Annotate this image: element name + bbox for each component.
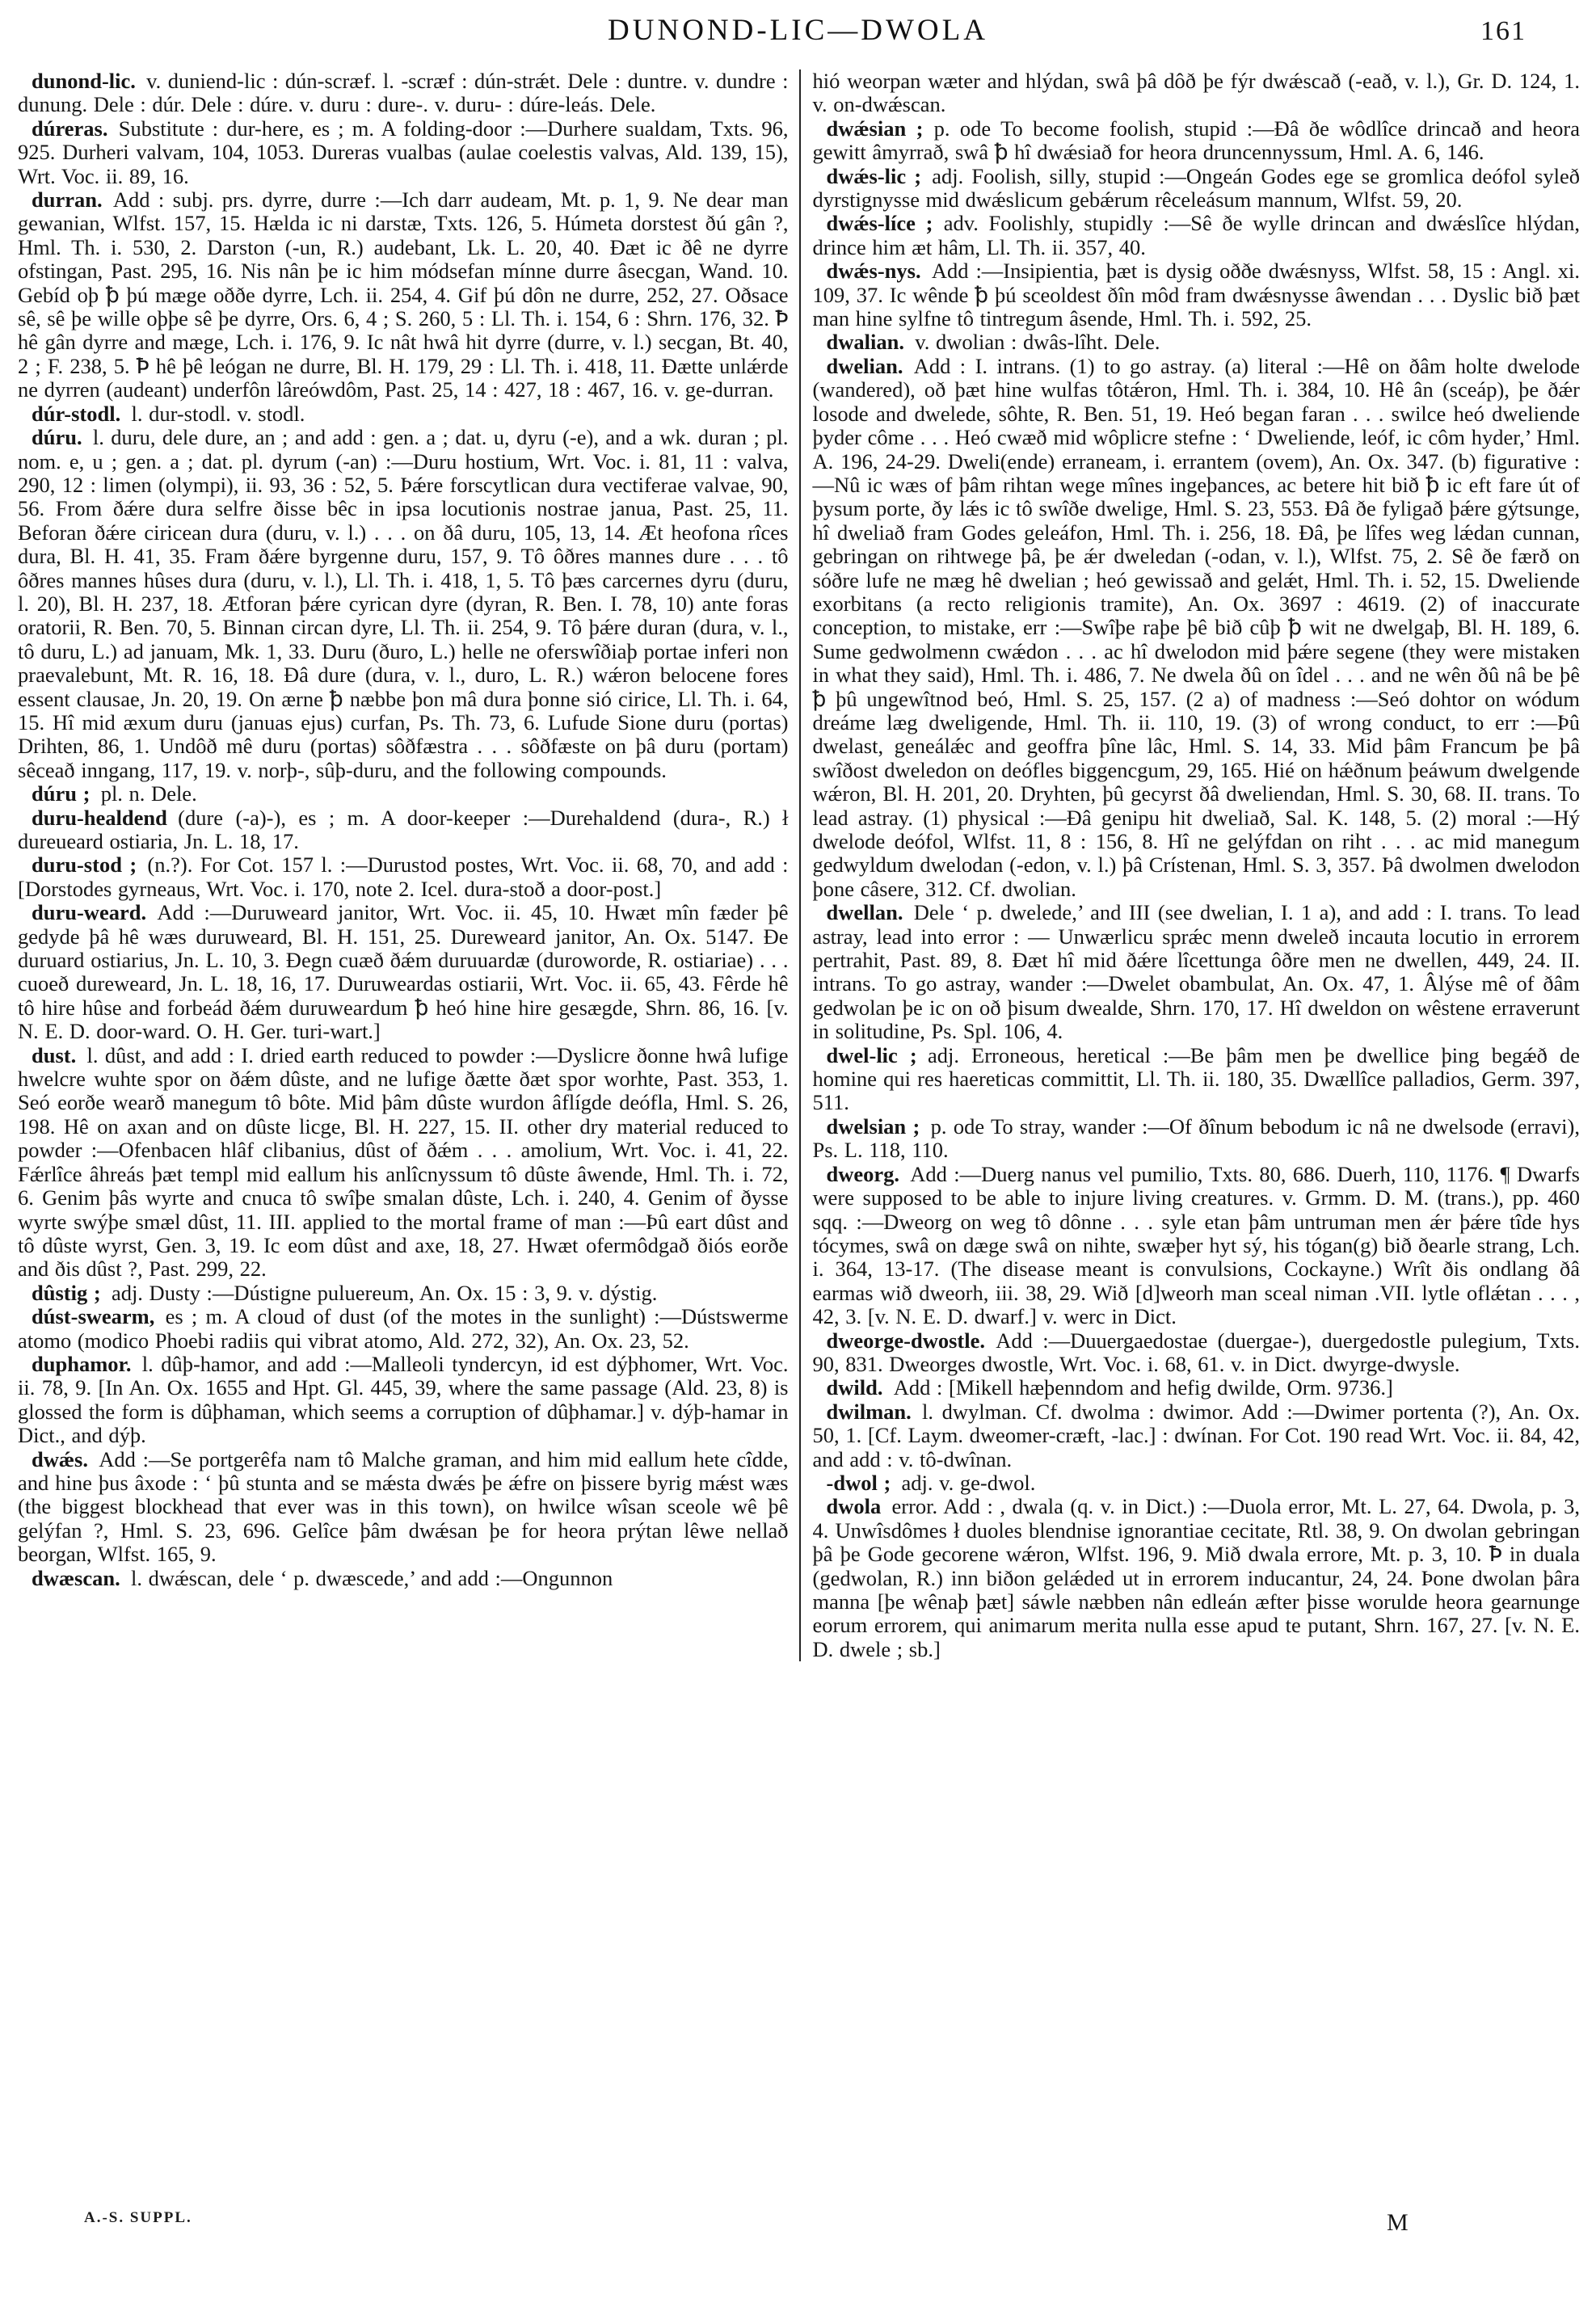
entry-headword: dwǽs-líce ;: [826, 211, 933, 236]
entry-headword: dwelsian ;: [826, 1113, 920, 1139]
dictionary-entry: [18, 117, 789, 188]
entry-body: l. dûþ-hamor, and add :—Malleoli tyndercyn, id est dýþhomer, Wrt. Voc. ii. 78, 9. [In An. Ox. 1655 and Hpt. Gl. 445, 39, where the same passage (Ald. 23, 8) is glossed the form is dûþhaman, which seems a corruption of dûþhamar.] v. dýþ-hamar in Dict., and dýþ.: [18, 1351, 789, 1448]
signature-footer-left: A.-S. SUPPL.: [84, 2209, 192, 2226]
left-column: [18, 69, 799, 1661]
entry-body: Add : [Mikell hæþenndom and hefig dwilde, Orm. 9736.]: [893, 1375, 1393, 1400]
entry-body: Add : subj. prs. dyrre, durre :—Ich darr audeam, Mt. p. 1, 9. Ne dear man gewanian, Wlfst. 157, 15. Hælda ic ni darstæ, Txts. 126, 5. Húmeta dorstest ðú gân ?, Hml. Th. i. 530, 2. Darston (-un, R.) audebant, Lk. L. 20, 40. Ðæt ic ðê ne dyrre ofstingan, Past. 295, 16. Nis nân þe ic him módsefan mínne durre âsecgan, Wand. 10. Gebíd oþ ꝥ þú mæge oððe dyrre, Lch. ii. 254, 4. Gif þú dôn ne durre, 252, 27. Oðsace sê, sê þe wille oþþe sê þe dyrre, Ors. 6, 4 ; S. 260, 5 : Ll. Th. i. 154, 6 : Shrn. 176, 32. Ꝥ hê gân dyrre and mæge, Lch. i. 176, 9. Ic nât hwâ hit dyrre (durre, v. l.) secgan, Bt. 40, 2 ; F. 238, 5. Ꝥ hê þê leógan ne durre, Bl. H. 179, 29 : Ll. Th. i. 418, 11. Ðætte unlǽrde ne dyrren (audeant) underfôn lâreówdôm, Past. 25, 14 : 427, 18 : 467, 16. v. ge-durran.: [18, 187, 789, 402]
right-column column-divider-rule: [799, 69, 1581, 1661]
entry-headword: dunond-lic.: [32, 69, 136, 93]
dictionary-entry: [18, 69, 789, 117]
entry-body: l. dûst, and add : I. dried earth reduced to powder :—Dyslicre ðonne hwâ lufige hwelcre wuhte spor on ðǽm dûste, and ne lufige ðætte ðæt spor worhte, Past. 353, 1. Seó eorðe wearð manegum tô bôte. Mid þâm dûste wurdon âflígde deófla, Hml. S. 26, 198. Hê on axan and on dûste licge, Bl. H. 227, 15. II. other dry material reduced to powder :—Ofenbacen hlâf clibanius, dûst of ðǽm . . . amolium, Wrt. Voc. i. 41, 22. Fǽrlîce âhreás þæt templ mid eallum his anlîcnyssum tô dûste âwende, Hml. Th. i. 72, 6. Genim þâs wyrte and cnuca tô swîþe smalan dûste, Lch. i. 240, 4. Genim of ðysse wyrte swýþe smæl dûst, 11. III. applied to the mortal frame of man :—Þû eart dûst and tô dûste wyrst, Gen. 3, 19. Ic eom dûst and axe, 18, 27. Hwæt ofermôdgað ðiós eorðe and ðis dûst ?, Past. 299, 22.: [18, 1042, 789, 1282]
entry-headword: dust.: [32, 1042, 77, 1067]
dictionary-entry: [18, 1448, 789, 1567]
entry-body: l. dwǽscan, dele ‘ p. dwæscede,’ and add :—Ongunnon: [130, 1565, 613, 1590]
entry-headword: dúreras.: [32, 116, 108, 141]
entry-body: v. duniend-lic : dún-scræf. l. -scræf : dún-strǽt. Dele : duntre. v. dundre : dunung. Dele : dúr. Dele : dúre. v. duru : dure-. v. duru- : dúre-leás. Dele.: [18, 69, 789, 117]
entry-body: Add :—Insipientia, þæt is dysig oððe dwǽsnyss, Wlfst. 58, 15 : Angl. xi. 109, 37. Ic wênde ꝥ þú sceoldest ðîn môd fram dwǽsnysse âwendan . . . Dyslic bið þæt man hine sylfne tô tintregum âsende, Hml. Th. i. 592, 25.: [812, 259, 1580, 331]
entry-headword: dwelian.: [826, 353, 903, 378]
entry-headword: duphamor.: [32, 1351, 132, 1376]
entry-headword: dwǽsian ;: [826, 116, 924, 141]
dictionary-entry: [813, 117, 1581, 165]
dictionary-entry: [18, 782, 789, 806]
dictionary-entry: [18, 1044, 789, 1282]
dictionary-entry: [813, 1115, 1581, 1163]
dictionary-entry: [813, 1163, 1581, 1329]
dictionary-entry: [18, 806, 789, 854]
entry-headword: dwǽs.: [32, 1446, 88, 1471]
entry-headword: dwola: [826, 1494, 882, 1519]
text-columns: [18, 69, 1580, 1661]
entry-headword: dûstig ;: [32, 1280, 101, 1305]
entry-headword: dweorge-dwostle.: [826, 1328, 985, 1353]
running-head: [0, 13, 1596, 58]
entry-headword: dwæscan.: [32, 1565, 120, 1590]
entry-body: Add : I. intrans. (1) to go astray. (a) literal :—Hê on ðâm holte dwelode (wandered), oð þæt hine wulfas tôtǽron, Hml. Th. i. 384, 10. Hê ân (sceáp), þe ðǽr losode and dwelede, sôhte, R. Ben. 51, 19. Heó began faran . . . swilce heó dweliende þyder côme . . . Heó cwæð mid wôplicre stefne : ‘ Dweliende, leóf, ic côm hyder,’ Hml. A. 196, 24-29. Dweli(ende) erraneam, i. errantem (ovem), An. Ox. 347. (b) figurative :—Nû ic wæs of þâm rihtan wege mînes ingeþances, ac betere hit bið ꝥ ic eft fare út of þysum porte, ðy lǽs ic tô swîðe dwelige, Hml. S. 23, 553. Ðâ ðe fyligað þǽre gýtsunge, hî dweliað fram Godes geleáfon, Hml. Th. i. 256, 18. Ðâ, þe lîfes weg lǽdan cunnan, gebringan on rihtwege þâ, þe ǽr dweledan (-odan, v. l.), Wlfst. 75, 2. Sê ðe færð on sóðre lufe ne mæg hê dwelian ; heó gewissað and gelǽt, Hml. Th. i. 52, 15. Dweliende exorbitans (a recto religionis tramite), An. Ox. 3697 : 4619. (2) of inaccurate conception, to mistake, err :—Swîþe raþe þê bið cûþ ꝥ wit ne dwelgaþ, Bl. H. 189, 6. Sume gedwolmenn cwǽdon . . . ac hî dwelodon mid þǽre segene (they were mistaken in what they said), Hml. Th. i. 486, 7. Ne dwela ðû on îdel . . . and ne wên ðû nâ be þê ꝥ þû ungewîtnod beó, Hml. S. 25, 157. (2 a) of madness :—Seó dohtor on wódum dreáme læg dweligende, Hml. Th. ii. 110, 19. (3) of wrong conduct, to err :—Þû dwelast, geneálǽc and geoffra þîne lâc, Hml. S. 14, 33. Mid þâm Francum þe þâ swîðost dweledon on deófles biggencgum, 29, 165. Hié on hǽðnum þeáwum dwelgende wǽron, Bl. H. 201, 20. Dryhten, þû gecyrst ðâ dweliendan, Hml. S. 30, 68. II. trans. To lead astray. (1) physical :—Ðâ genipu hit dweliað, Sal. K. 148, 5. (2) moral :—Hý dwelode deófol, Wlfst. 11, 8 : 156, 8. Hî ne gelýfdan on riht . . . ac mid manegum gedwyldum dwelodan (-edon, v. l.) þâ Crístenan, Hml. S. 3, 357. Þâ dwolmen dwelodon þone câsere, 312. Cf. dwolian.: [812, 353, 1580, 901]
entry-headword: dwild.: [826, 1375, 883, 1400]
page-number: 161: [1480, 16, 1527, 46]
entry-headword: duru-stod ;: [32, 852, 137, 878]
dictionary-entry: [18, 901, 789, 1043]
entry-body: adv. Foolishly, stupidly :—Sê ðe wylle drincan and dwǽslîce hlýdan, drince him æt hâm, Ll. Th. ii. 357, 40.: [812, 211, 1580, 259]
entry-body: Add :—Duruweard janitor, Wrt. Voc. ii. 45, 10. Hwæt mîn fæder þê gedyde þâ hê wæs duruweard, Bl. H. 151, 25. Dureweard janitor, An. Ox. 5147. Ðe duruard ostiarius, Jn. L. 10, 3. Ðegn cuæð ðǽm duruuardæ (duroworde, R. ostiariae) . . . cuoeð dureweard, Jn. L. 18, 16, 17. Duruweardas ostiarii, Wrt. Voc. ii. 65, 43. Fêrde hê tô hire hûse and forbeád ðǽm duruweardum ꝥ heó hine hire gesægde, Shrn. 86, 16. [v. N. E. D. door-ward. O. H. Ger. turi-wart.]: [18, 900, 789, 1044]
dictionary-entry: [18, 426, 789, 782]
dictionary-entry: [813, 1376, 1581, 1400]
entry-headword: duru-weard.: [32, 900, 147, 925]
entry-headword: dwellan.: [826, 900, 903, 925]
entry-body: Add :—Se portgerêfa nam tô Malche graman, and him mid eallum hete cîdde, and hine þus âxode : ‘ þû stunta and se mǽsta dwǽs þe ǽfre on þissere byrig mǽst wæs (the biggest blockhead that ever was in this town), on hwilce wîsan sceole wê þê gelýfan ?, Hml. S. 23, 696. Gelîce þâm dwǽsan þe for heora prýtan lêwe nellað beorgan, Wlfst. 165, 9.: [18, 1446, 789, 1567]
entry-body: adj. v. ge-dwol.: [901, 1470, 1036, 1495]
entry-headword: dwilman.: [826, 1399, 912, 1424]
entry-body: hió weorpan wæter and hlýdan, swâ þâ dôð þe fýr dwǽscað (-eað, v. l.), Gr. D. 124, 1. v. on-dwǽscan.: [812, 69, 1580, 117]
entry-headword: -dwol ;: [826, 1470, 891, 1495]
page-title: DUNOND-LIC—DWOLA: [608, 14, 988, 47]
dictionary-entry: [813, 1495, 1581, 1661]
entry-headword: dwǽs-nys.: [826, 259, 921, 284]
entry-headword: dwalian.: [826, 330, 904, 355]
signature-footer-right: M: [1387, 2209, 1409, 2236]
dictionary-entry: [813, 1400, 1581, 1471]
dictionary-entry: [813, 901, 1581, 1043]
entry-body: v. dwolian : dwâs-lîht. Dele.: [915, 330, 1160, 355]
dictionary-entry: [813, 330, 1581, 354]
dictionary-entry: [813, 1471, 1581, 1495]
entry-body: Substitute : dur-here, es ; m. A folding-door :—Durhere sualdam, Txts. 96, 925. Durheri valvam, 104, 1053. Dureras vualbas (aulae coelestis valvas, Ald. 139, 15), Wrt. Voc. ii. 89, 16.: [18, 116, 789, 188]
entry-headword: durran.: [32, 187, 103, 213]
entry-headword: duru-healdend: [32, 805, 167, 830]
entry-headword: dúst-swearm,: [32, 1304, 155, 1329]
entry-body: p. ode To become foolish, stupid :—Ðâ ðe wôdlîce drincað and heora gewitt âmyrrað, swâ ꝥ hî dwǽsiað for heora druncennyssum, Hml. A. 6, 146.: [812, 116, 1580, 165]
entry-headword: dweorg.: [826, 1161, 900, 1186]
dictionary-entry: [813, 1044, 1581, 1115]
entry-headword: dúru ;: [32, 781, 91, 806]
dictionary-entry: [18, 853, 789, 901]
dictionary-entry: [18, 402, 789, 426]
entry-body: es ; m. A cloud of dust (of the motes in the sunlight) :—Dústswerme atomo (modico Phoebi radiis qui vibrat atomo, Ald. 272, 32), An. Ox. 23, 52.: [18, 1304, 789, 1353]
entry-headword: dúru.: [32, 425, 82, 450]
dictionary-entry: [18, 1353, 789, 1448]
dictionary-entry: [18, 1282, 789, 1305]
entry-body: Dele ‘ p. dwelede,’ and III (see dwelian, I. 1 a), and add : I. trans. To lead astray, lead into error : — Unwærlicu sprǽc menn dweleð incauta locutio in errorem pertrahit, Past. 89, 8. Ðæt hî mid ðǽre lîcettunga ôðre men ne dwellen, 449, 24. II. intrans. To go astray, wander :—Dwelet obambulat, An. Ox. 47, 1. Âlýse mê of ðâm gedwolan þe ic on oð þisum dwealde, Shrn. 170, 17. Hî dweldon on wêstene erraverunt in solitudine, Ps. Spl. 106, 4.: [812, 900, 1580, 1044]
dictionary-entry: [813, 259, 1581, 330]
entry-body: l. dwylman. Cf. dwolma : dwimor. Add :—Dwimer portenta (?), An. Ox. 50, 1. [Cf. Laym. dweomer-cræft, -lac.] : dwínan. For Cot. 190 read Wrt. Voc. ii. 84, 42, and add : v. tô-dwînan.: [812, 1399, 1580, 1471]
entry-body: adj. Erroneous, heretical :—Be þâm men þe dwellice þing begǽð de homine qui res haereticas committit, Ll. Th. ii. 180, 35. Dwællîce palladios, Germ. 397, 511.: [812, 1042, 1580, 1115]
dictionary-entry: [813, 1329, 1581, 1377]
entry-body: p. ode To stray, wander :—Of ðînum bebodum ic nâ ne dwelsode (erravi), Ps. L. 118, 110.: [812, 1113, 1580, 1163]
dictionary-entry: [813, 165, 1581, 213]
dictionary-entry: [813, 355, 1581, 901]
entry-body: error. Add : , dwala (q. v. in Dict.) :—Duola error, Mt. L. 27, 64. Dwola, p. 3, 4. Unwîsdômes ł duoles blendnise ignorantiae cecitate, Rtl. 38, 9. On dwolan gebringan þâ þe Gode gecorene wǽron, Wlfst. 196, 9. Mið dwala errore, Mt. p. 3, 10. Ꝥ in duala (gedwolan, R.) inn biðon gelǽded ut in errorem inducantur, 24, 24. Þone dwolan þâra manna [þe wênaþ þæt] sáwle næbben nân edleán æfter þisse worulde heora gearnunge eorum errorem, qui animarum merita nulla esse apud te putant, Shrn. 167, 27. [v. N. E. D. dwele ; sb.]: [812, 1494, 1580, 1661]
dictionary-entry: [813, 212, 1581, 259]
entry-body: l. dur-stodl. v. stodl.: [131, 401, 305, 426]
entry-body: Add :—Duuergaedostae (duergae-), duergedostle pulegium, Txts. 90, 831. Dweorges dwostle, Wrt. Voc. i. 68, 61. v. in Dict. dwyrge-dwysle.: [812, 1328, 1580, 1376]
entry-body: (n.?). For Cot. 157 l. :—Durustod postes, Wrt. Voc. ii. 68, 70, and add : [Dorstodes gyrneaus, Wrt. Voc. i. 170, note 2. Icel. dura-stoð a door-post.]: [18, 852, 789, 901]
entry-headword: dwǽs-lic ;: [826, 163, 922, 188]
dictionary-entry: [813, 69, 1581, 117]
entry-headword: dúr-stodl.: [32, 401, 121, 426]
entry-body: (dure (-a)-), es ; m. A door-keeper :—Durehaldend (dura-, R.) ł dureueard ostiaria, Jn. L. 18, 17.: [18, 805, 789, 853]
entry-body: pl. n. Dele.: [100, 781, 197, 806]
dictionary-entry: [18, 188, 789, 402]
entry-body: l. duru, dele dure, an ; and add : gen. a ; dat. u, dyru (-e), and a wk. duran ; pl. nom. e, u ; gen. a ; dat. pl. dyrum (-an) :—Duru hostium, Wrt. Voc. i. 81, 11 : valva, 290, 12 : limen (olympi), ii. 93, 36 : 52, 5. Þǽre forscytlican dura vectiferae valvae, 90, 56. From ðǽre dura selfre ðisse bêc in ipsa locutionis nostrae janua, Past. 25, 11. Beforan ðǽre ciricean dura (duru, v. l.) . . . on ðâ duru, 105, 13, 14. Æt heofona rîces dura, Bl. H. 41, 35. Fram ðǽre byrgenne duru, 157, 9. Tô ôðres mannes dure . . . tô ôðres mannes hûses dura (duru, v. l.), Ll. Th. i. 418, 1, 5. Tô þæs carcernes dyru (duru, l. 20), Bl. H. 237, 18. Ætforan þǽre cyrican dyre (dyran, R. Ben. I. 78, 10) ante foras oratorii, R. Ben. 70, 5. Binnan circan dyre, Ll. Th. ii. 254, 9. Tô þǽre duran (dura, v. l., tô duru, L.) ad januam, Mk. 1, 33. Duru (ðuro, L.) helle ne oferswîðiaþ portae inferi non praevalebunt, Mt. R. 16, 18. Ðâ dure (dura, v. l., duro, L. R.) wǽron belocene fores essent clausae, Jn. 20, 19. On ærne ꝥ næbbe þon mâ dura þonne sió cirice, Ll. Th. i. 64, 15. Hî mid æxum duru (januas ejus) curfan, Ps. Th. 73, 6. Lufude Sione duru (portas) Drihten, 86, 1. Undôð mê duru (portas) sôðfæstra . . . sôðfæste on þâ duru (portam) sêceað inngang, 117, 19. v. norþ-, sûþ-duru, and the following compounds.: [18, 425, 789, 782]
entry-body: Add :—Duerg nanus vel pumilio, Txts. 80, 686. Duerh, 110, 1176. ¶ Dwarfs were supposed to be able to injure living creatures. v. Grmm. D. M. (trans.), pp. 460 sqq. :—Dweorg on weg tô dônne . . . syle etan þâm untruman men ǽr þǽre tîde hys tócymes, swâ on dæge swâ on nihte, swæþer hyt sý, his tógan(g) bið ðearle strang, Lch. i. 364, 13-17. (The disease meant is convulsions, Cockayne.) Wrît ðis ondlang ðâ earmas wið dweorh, iii. 38, 29. Wið [d]weorh man sceal niman .VII. lytle oflǽtan . . . , 42, 3. [v. N. E. D. dwarf.] v. werc in Dict.: [812, 1161, 1580, 1329]
dictionary-entry: [18, 1305, 789, 1353]
entry-body: adj. Foolish, silly, stupid :—Ongeán Godes ege se gromlica deófol syleð dyrstignysse mid dwǽslicum gebǽrum rêceleásum mannum, Wlfst. 59, 20.: [812, 163, 1580, 213]
entry-body: adj. Dusty :—Dústigne puluereum, An. Ox. 15 : 3, 9. v. dýstig.: [111, 1280, 658, 1305]
entry-headword: dwel-lic ;: [826, 1042, 917, 1067]
dictionary-entry: [18, 1567, 789, 1590]
